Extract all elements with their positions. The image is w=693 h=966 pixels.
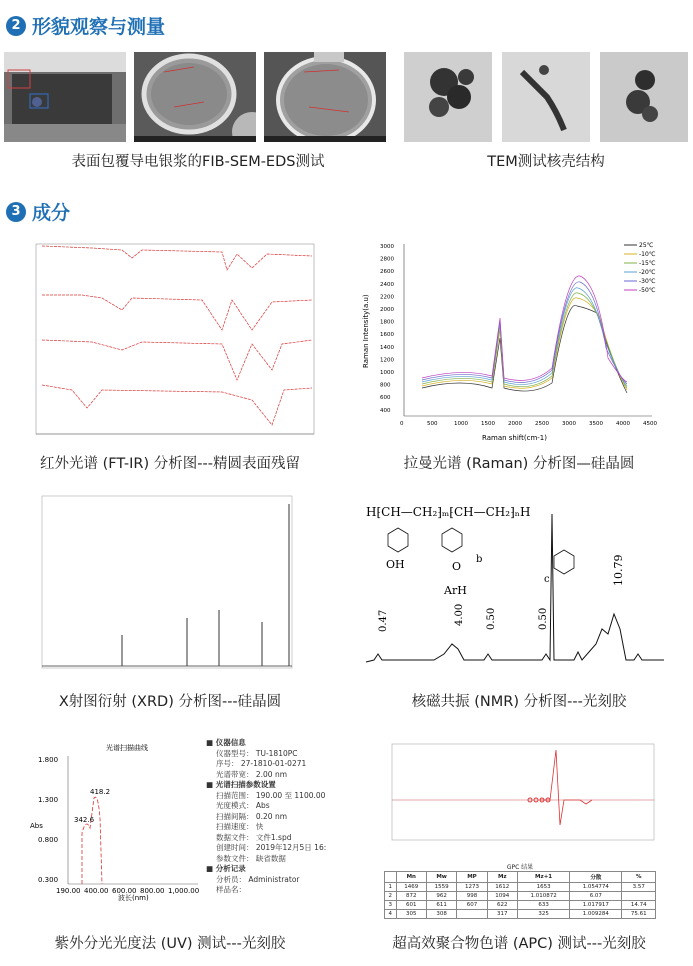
gpc-cell: 633: [517, 901, 569, 910]
section-3-header: [6, 198, 70, 225]
gpc-row: [385, 910, 656, 919]
gpc-cell: 75.61: [622, 910, 656, 919]
gpc-header-cell: Mn: [396, 872, 426, 883]
uv-info-heading: ■ 光谱扫描参数设置: [206, 780, 276, 789]
uv-ytick: 1.800: [38, 756, 59, 764]
nmr-formula: H⁅CH—CH₂⁆ₘ⁅CH—CH₂⁆ₙH: [366, 505, 531, 519]
gpc-cell: 962: [426, 892, 456, 901]
raman-ytick: 800: [380, 382, 391, 389]
caption-uv: 紫外分光光度法 (UV) 测试---光刻胶: [54, 936, 286, 952]
raman-legend: [624, 242, 656, 294]
uv-chart: [28, 738, 202, 902]
raman-legend-label: -50℃: [639, 287, 656, 294]
raman-xlabel: Raman shift(cm-1): [482, 434, 547, 442]
raman-legend-label: 25℃: [639, 242, 654, 249]
gpc-cell: 2: [385, 892, 397, 901]
raman-xticks: [400, 421, 657, 427]
raman-ytick: 1400: [380, 344, 394, 351]
raman-legend-label: -30℃: [639, 278, 656, 285]
uv-xtick: 600.00: [112, 887, 137, 895]
uv-info: [206, 738, 366, 918]
gpc-cell: 872: [396, 892, 426, 901]
gpc-header-cell: [385, 872, 397, 883]
caption-gpc: 超高效聚合物色谱 (APC) 测试---光刻胶: [392, 936, 646, 952]
uv-xtick: 400.00: [84, 887, 109, 895]
gpc-cell: 317: [487, 910, 517, 919]
raman-xtick: 1500: [481, 421, 495, 427]
uv-info-list: [206, 738, 366, 896]
gpc-cell: 1653: [517, 883, 569, 892]
uv-info-row: 分析员： Administrator: [216, 874, 300, 884]
raman-xtick: 500: [427, 421, 438, 427]
raman-legend-label: -10℃: [639, 251, 656, 258]
raman-ytick: 2000: [380, 307, 394, 313]
gpc-cell: 1094: [487, 892, 517, 901]
caption-ftir: 红外光谱 (FT-IR) 分析图---精圆表面残留: [40, 456, 300, 472]
uv-peak-1: 342.6: [74, 816, 95, 824]
raman-ytick: 2200: [380, 294, 394, 301]
raman-legend-label: -20℃: [639, 269, 656, 276]
tem-image-3: [600, 52, 688, 142]
uv-title: 光谱扫描曲线: [106, 744, 148, 752]
uv-info-row: 数据文件： 文件1.spd: [216, 832, 292, 842]
uv-xtick: 1,000.00: [168, 887, 200, 895]
gpc-cell: 611: [426, 901, 456, 910]
gpc-cell: 601: [396, 901, 426, 910]
gpc-cell: 1.017917: [570, 901, 622, 910]
gpc-cell: [622, 892, 656, 901]
raman-xtick: 0: [400, 421, 404, 427]
nmr-label-c: 0.50: [538, 607, 549, 630]
section-2-title: 形貌观察与测量: [32, 16, 166, 38]
raman-ytick: 600: [380, 395, 391, 402]
gpc-row: [385, 883, 656, 892]
gpc-cell: 305: [396, 910, 426, 919]
uv-xtick: 800.00: [140, 887, 165, 895]
raman-legend-label: -15℃: [639, 260, 656, 267]
uv-info-row: 光度模式： Abs: [216, 801, 270, 810]
raman-xtick: 3500: [589, 421, 603, 427]
xrd-chart: [34, 490, 296, 682]
gpc-cell: 1559: [426, 883, 456, 892]
uv-ytick: 0.300: [38, 876, 59, 884]
uv-info-row: 仪器型号： TU-1810PC: [216, 748, 298, 758]
section-3-title: 成分: [32, 202, 71, 224]
tem-image-2: [502, 52, 590, 142]
gpc-cell: 308: [426, 910, 456, 919]
raman-yticks: [380, 244, 394, 414]
raman-ytick: 2600: [380, 269, 394, 276]
gpc-cell: 998: [457, 892, 487, 901]
section-3-number: 3: [6, 202, 26, 222]
gpc-chart: [370, 740, 660, 850]
gpc-cell: 607: [457, 901, 487, 910]
uv-svg: [28, 738, 202, 902]
gpc-header-cell: Mz+1: [517, 872, 569, 883]
gpc-cell: 1273: [457, 883, 487, 892]
gpc-header-cell: MP: [457, 872, 487, 883]
raman-xtick: 1000: [454, 421, 468, 427]
raman-ytick: 2800: [380, 256, 394, 263]
nmr-chart: [364, 494, 670, 680]
caption-nmr: 核磁共振 (NMR) 分析图---光刻胶: [411, 694, 627, 710]
uv-ytick: 0.800: [38, 836, 59, 844]
raman-ytick: 1200: [380, 357, 394, 364]
gpc-cell: [457, 910, 487, 919]
gpc-cell: 4: [385, 910, 397, 919]
uv-info-heading: ■ 分析记录: [206, 864, 246, 873]
gpc-table-title: GPC 结果: [506, 864, 534, 871]
gpc-cell: 3: [385, 901, 397, 910]
gpc-cell: 1.010872: [517, 892, 569, 901]
gpc-cell: 622: [487, 901, 517, 910]
uv-ytick: 1.300: [38, 796, 59, 804]
uv-info-row: 参数文件： 缺省数据: [216, 853, 286, 863]
uv-info-row: 扫描速度： 快: [216, 822, 264, 831]
nmr-label-b: 0.50: [486, 607, 497, 630]
gpc-row: [385, 901, 656, 910]
gpc-cell: 14.74: [622, 901, 656, 910]
nmr-o: O: [452, 560, 462, 573]
gpc-table: [384, 862, 656, 920]
gpc-cell: 325: [517, 910, 569, 919]
uv-info-row: 扫描间隔： 0.20 nm: [216, 811, 288, 821]
gpc-cell: 6.07: [570, 892, 622, 901]
raman-chart: [362, 238, 662, 444]
nmr-label-big: 10.79: [612, 554, 625, 586]
gpc-results-table: [384, 871, 656, 919]
raman-ytick: 1600: [380, 332, 394, 339]
uv-yticks: [38, 756, 58, 884]
section-2-header: [6, 12, 165, 39]
uv-info-row: 样品名：: [216, 885, 246, 894]
raman-ytick: 1000: [380, 370, 394, 376]
raman-xtick: 3000: [562, 421, 576, 427]
nmr-label-a: 0.47: [378, 609, 389, 632]
raman-xtick: 4500: [643, 421, 657, 427]
fib-sem-image-2: [134, 52, 256, 142]
gpc-header-cell: %: [622, 872, 656, 883]
raman-svg: [362, 238, 662, 444]
nmr-label-arh-val: 4.00: [454, 603, 465, 626]
uv-ylabel: Abs: [30, 822, 43, 830]
gpc-header-cell: 分散: [570, 872, 622, 883]
nmr-b-letter: b: [476, 554, 483, 565]
raman-ytick: 400: [380, 407, 391, 414]
gpc-cell: 1612: [487, 883, 517, 892]
raman-ytick: 1800: [380, 319, 394, 326]
uv-xtick: 190.00: [56, 887, 81, 895]
uv-xticks: [56, 887, 199, 895]
gpc-cell: 1.009284: [570, 910, 622, 919]
uv-info-row: 光谱带宽： 2.00 nm: [216, 769, 288, 779]
uv-peak-2: 418.2: [90, 788, 111, 796]
caption-raman: 拉曼光谱 (Raman) 分析图—硅晶圆: [403, 456, 635, 472]
section-2-number: 2: [6, 16, 26, 36]
tem-image-1: [404, 52, 492, 142]
uv-xlabel: 波长(nm): [118, 894, 149, 902]
ftir-chart: [22, 240, 318, 444]
gpc-header-cell: Mz: [487, 872, 517, 883]
raman-ytick: 2400: [380, 281, 394, 288]
uv-info-row: 创建时间： 2019年12月5日 16:: [216, 843, 327, 852]
caption-xrd: X射图衍射 (XRD) 分析图---硅晶圆: [58, 694, 282, 710]
nmr-oh: OH: [386, 558, 405, 571]
raman-ytick: 3000: [380, 244, 394, 250]
raman-ylabel: Raman Intensity(a.u): [362, 294, 370, 368]
nmr-label-arh: ArH: [444, 584, 467, 597]
raman-xtick: 2000: [508, 421, 522, 427]
raman-xtick: 4000: [616, 421, 630, 427]
gpc-cell: 3.57: [622, 883, 656, 892]
gpc-row: [385, 892, 656, 901]
fib-sem-image-3: [264, 52, 386, 142]
gpc-header-cell: Mw: [426, 872, 456, 883]
uv-info-heading: ■ 仪器信息: [206, 738, 246, 747]
gpc-cell: 1: [385, 883, 397, 892]
gpc-cell: 1469: [396, 883, 426, 892]
nmr-c-letter: c: [544, 574, 550, 585]
uv-info-row: 扫描范围： 190.00 至 1100.00: [216, 790, 326, 800]
gpc-cell: 1.054774: [570, 883, 622, 892]
uv-info-row: 序号： 27-1810-01-0271: [216, 759, 307, 768]
caption-fib-sem: 表面包覆导电银浆的FIB-SEM-EDS测试: [71, 154, 325, 170]
caption-tem: TEM测试核壳结构: [487, 154, 605, 170]
raman-xtick: 2500: [535, 421, 549, 427]
fib-sem-image-1: [4, 52, 126, 142]
